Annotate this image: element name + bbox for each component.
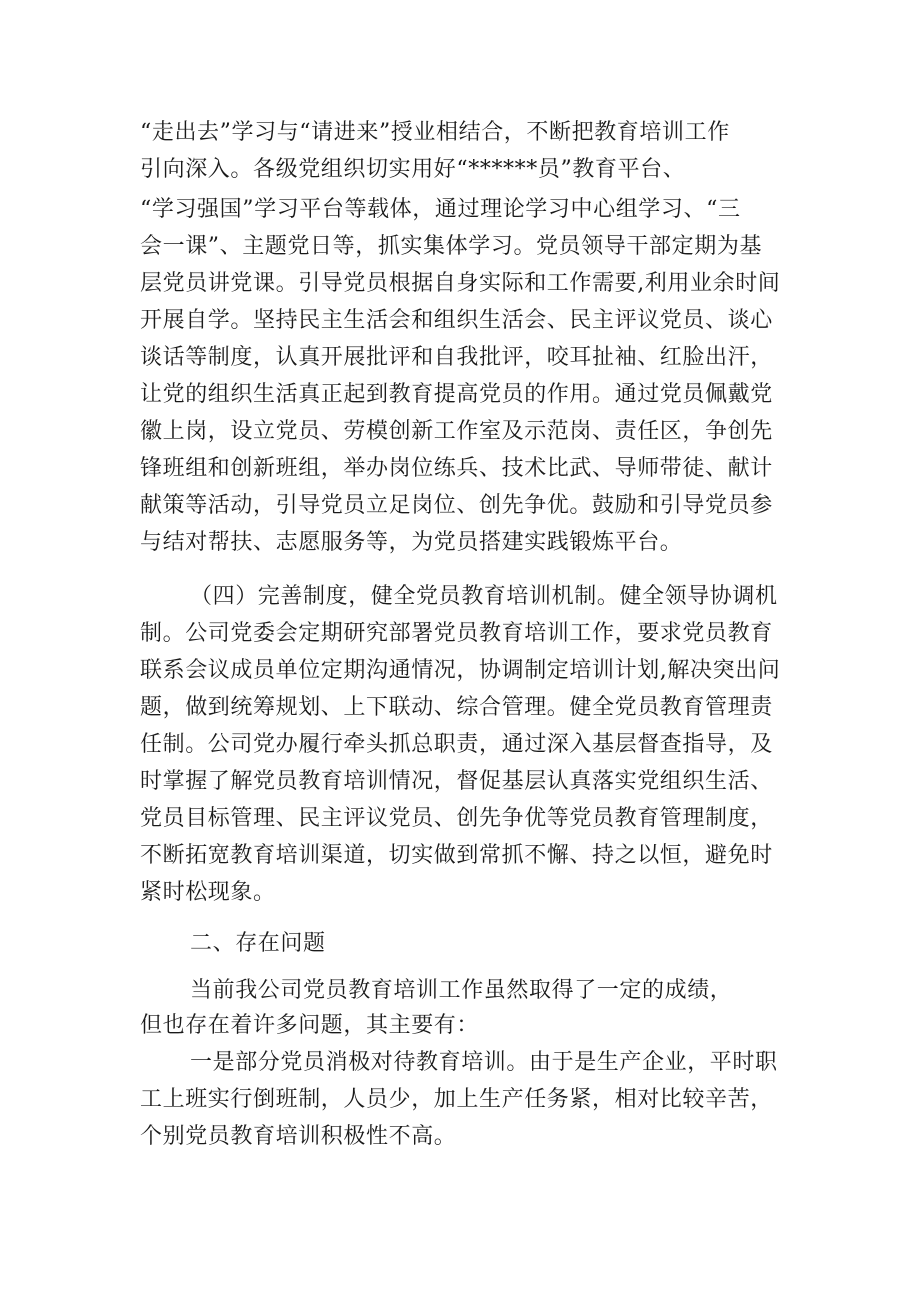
text-line: 当前我公司党员教育培训工作虽然取得了一定的成绩， [190, 978, 733, 1003]
text-line: 引向深入。各级党组织切实用好“******员”教育平台、 [140, 157, 686, 182]
text-line: 开展自学。坚持民主生活会和组织生活会、民主评议党员、谈心 [140, 308, 773, 333]
text-line: 党员目标管理、民主评议党员、创先争优等党员教育管理制度， [140, 806, 773, 831]
text-line: 谈话等制度，认真开展批评和自我批评，咬耳扯袖、红脸出汗， [140, 345, 773, 370]
section-heading-problems: 二、存在问题 [190, 931, 326, 956]
text-line: 时掌握了解党员教育培训情况，督促基层认真落实党组织生活、 [140, 769, 773, 794]
text-line: 与结对帮扶、志愿服务等，为党员搭建实践锻炼平台。 [140, 530, 683, 555]
text-line: 锋班组和创新班组，举办岗位练兵、技术比武、导师带徒、献计 [140, 456, 773, 481]
text-line: 制。公司党委会定期研究部署党员教育培训工作，要求党员教育 [140, 621, 773, 646]
text-line: 但也存在着许多问题，其主要有： [140, 1013, 480, 1038]
text-line: 让党的组织生活真正起到教育提高党员的作用。通过党员佩戴党 [140, 382, 773, 407]
text-line: 层党员讲党课。引导党员根据自身实际和工作需要,利用业余时间 [140, 271, 781, 296]
text-line: 联系会议成员单位定期沟通情况，协调制定培训计划,解决突出问 [140, 658, 781, 683]
text-line: “学习强国”学习平台等载体，通过理论学习中心组学习、“三 [140, 197, 741, 222]
text-line: “走出去”学习与“请进来”授业相结合，不断把教育培训工作 [140, 120, 730, 145]
section-heading-four: （四）完善制度，健全党员教育培训机制。健全领导协调机 [190, 584, 778, 609]
text-line: 徽上岗，设立党员、劳模创新工作室及示范岗、责任区，争创先 [140, 419, 773, 444]
text-line: 题，做到统筹规划、上下联动、综合管理。健全党员教育管理责 [140, 695, 773, 720]
text-line: 不断拓宽教育培训渠道，切实做到常抓不懈、持之以恒，避免时 [140, 843, 773, 868]
text-line: 个别党员教育培训积极性不高。 [140, 1124, 457, 1149]
text-line: 献策等活动，引导党员立足岗位、创先争优。鼓励和引导党员参 [140, 493, 773, 518]
text-line: 紧时松现象。 [140, 880, 276, 905]
text-line: 一是部分党员消极对待教育培训。由于是生产企业，平时职 [190, 1050, 778, 1075]
text-line: 任制。公司党办履行牵头抓总职责，通过深入基层督查指导，及 [140, 732, 773, 757]
text-line: 工上班实行倒班制，人员少，加上生产任务紧，相对比较辛苦， [140, 1087, 773, 1112]
text-line: 会一课”、主题党日等，抓实集体学习。党员领导干部定期为基 [140, 234, 763, 259]
